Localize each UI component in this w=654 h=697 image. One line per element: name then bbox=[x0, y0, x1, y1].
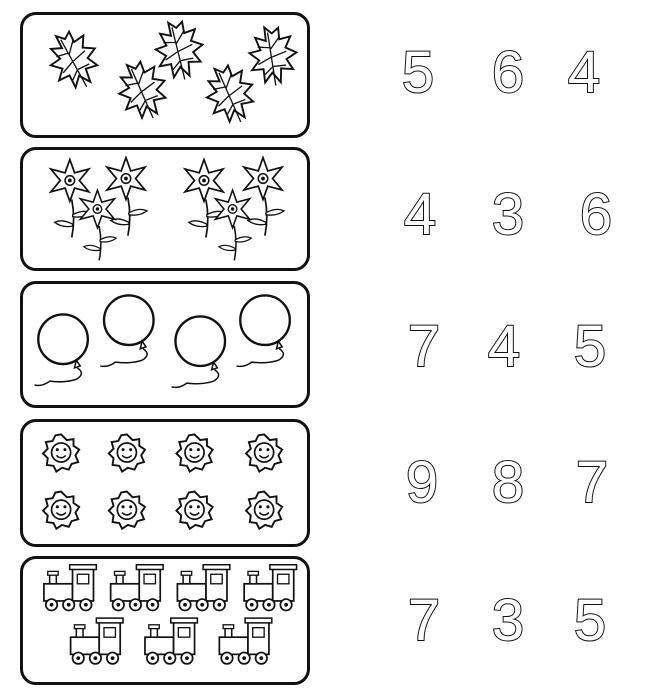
answer-option[interactable]: 4 bbox=[487, 314, 521, 379]
picture-box-leaves bbox=[20, 12, 310, 138]
leaf-icon bbox=[37, 22, 110, 98]
answer-option[interactable]: 4 bbox=[403, 182, 437, 247]
leaf-icon bbox=[242, 21, 303, 90]
balloon-icon bbox=[34, 314, 87, 385]
trains-group bbox=[23, 559, 307, 682]
sun-icon bbox=[246, 434, 282, 471]
sun-icon bbox=[43, 492, 79, 529]
flower-icon bbox=[215, 190, 251, 260]
flower-icon bbox=[80, 190, 116, 260]
answer-option[interactable]: 6 bbox=[579, 182, 613, 247]
picture-box-suns bbox=[20, 419, 310, 547]
train-icon bbox=[145, 618, 197, 664]
flowers-group bbox=[23, 150, 307, 268]
answer-option[interactable]: 5 bbox=[573, 588, 607, 653]
train-icon bbox=[177, 565, 229, 611]
answer-options-row-3 bbox=[380, 314, 630, 379]
answer-options-row-1 bbox=[380, 40, 630, 105]
answer-option[interactable]: 3 bbox=[491, 182, 525, 247]
answer-option[interactable]: 7 bbox=[407, 588, 441, 653]
answer-option[interactable]: 6 bbox=[491, 40, 525, 105]
leaves-group bbox=[23, 15, 307, 135]
answer-option[interactable]: 7 bbox=[575, 450, 609, 515]
answer-options-row-5 bbox=[380, 588, 630, 653]
flower-icon bbox=[51, 160, 91, 238]
sun-icon bbox=[176, 434, 212, 471]
sun-icon bbox=[176, 492, 212, 529]
answer-option[interactable]: 9 bbox=[405, 450, 439, 515]
train-icon bbox=[244, 565, 296, 611]
answer-option[interactable]: 4 bbox=[567, 40, 601, 105]
answer-options-row-2 bbox=[380, 182, 630, 247]
sun-icon bbox=[109, 492, 145, 529]
train-icon bbox=[219, 618, 271, 664]
sun-icon bbox=[109, 434, 145, 471]
balloon-icon bbox=[236, 295, 289, 366]
sun-icon bbox=[43, 434, 79, 471]
picture-box-flowers bbox=[20, 147, 310, 271]
balloons-group bbox=[23, 284, 307, 405]
balloon-icon bbox=[172, 316, 225, 387]
flower-icon bbox=[185, 160, 225, 238]
answer-option[interactable]: 3 bbox=[491, 588, 525, 653]
answer-option[interactable]: 5 bbox=[573, 314, 607, 379]
answer-option[interactable]: 7 bbox=[407, 314, 441, 379]
flower-icon bbox=[107, 158, 147, 236]
answer-options-row-4 bbox=[380, 450, 630, 515]
leaf-icon bbox=[147, 15, 212, 86]
answer-option[interactable]: 5 bbox=[401, 40, 435, 105]
answer-option[interactable]: 8 bbox=[491, 450, 525, 515]
picture-box-balloons bbox=[20, 281, 310, 408]
flower-icon bbox=[244, 158, 284, 236]
train-icon bbox=[44, 565, 96, 611]
suns-group bbox=[23, 422, 307, 544]
train-icon bbox=[71, 618, 123, 664]
picture-box-trains bbox=[20, 556, 310, 685]
balloon-icon bbox=[100, 295, 153, 366]
train-icon bbox=[111, 565, 163, 611]
sun-icon bbox=[246, 492, 282, 529]
